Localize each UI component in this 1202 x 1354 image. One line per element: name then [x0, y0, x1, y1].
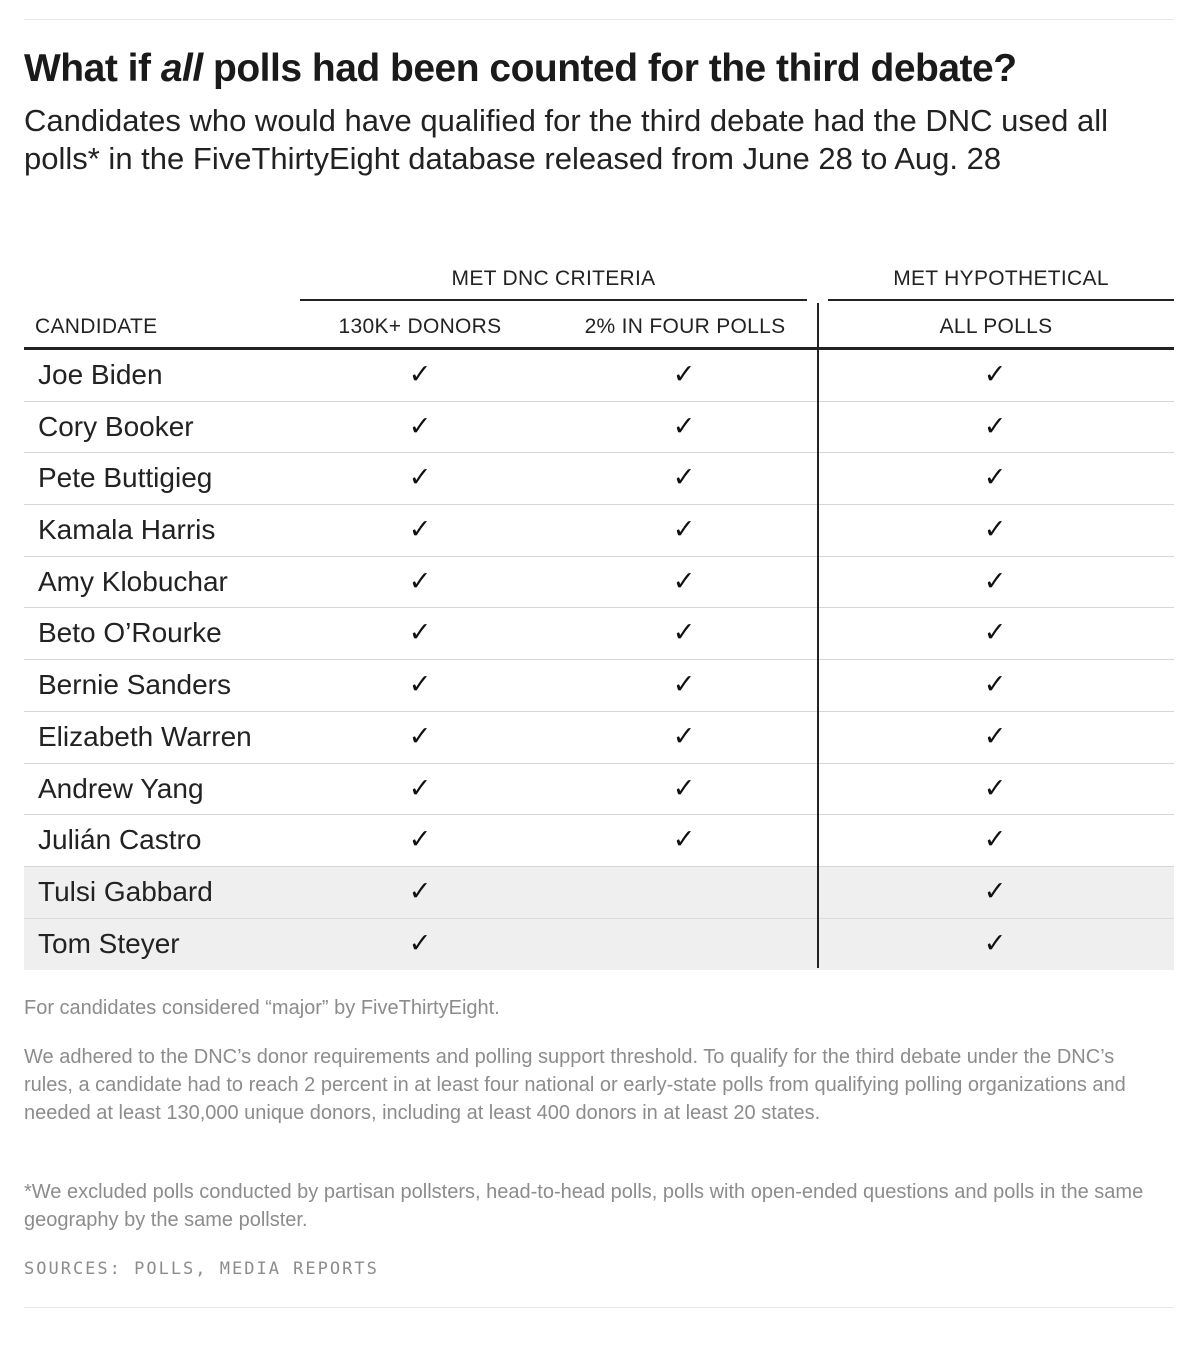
table-row	[24, 815, 1174, 867]
table-row	[24, 608, 1174, 660]
all-polls-check-icon: ✓	[983, 875, 1007, 907]
candidate-name: Andrew Yang	[38, 772, 204, 804]
group-header-dnc-criteria: MET DNC CRITERIA	[451, 267, 656, 290]
donors-check-icon: ✓	[408, 514, 432, 546]
table-row	[24, 712, 1174, 764]
four-polls-check-icon: ✓	[672, 462, 696, 494]
candidate-table-body	[24, 350, 1174, 970]
column-divider	[817, 303, 819, 968]
candidate-name: Julián Castro	[38, 824, 202, 856]
all-polls-check-icon: ✓	[983, 410, 1007, 442]
table-row	[24, 660, 1174, 712]
all-polls-check-icon: ✓	[983, 824, 1007, 856]
column-header-four-polls: 2% IN FOUR POLLS	[584, 315, 786, 338]
donors-check-icon: ✓	[408, 772, 432, 804]
donors-check-icon: ✓	[408, 359, 432, 390]
group-underline-dnc-criteria	[300, 299, 807, 301]
table-row	[24, 505, 1174, 557]
donors-check-icon: ✓	[408, 669, 432, 701]
table-row	[24, 557, 1174, 609]
donors-check-icon: ✓	[408, 824, 432, 856]
group-underline-hypothetical	[828, 299, 1174, 301]
all-polls-check-icon: ✓	[983, 462, 1007, 494]
candidate-name: Tom Steyer	[38, 927, 180, 959]
column-header-all-polls: ALL POLLS	[939, 315, 1053, 338]
all-polls-check-icon: ✓	[983, 669, 1007, 701]
all-polls-check-icon: ✓	[983, 720, 1007, 752]
candidate-name: Beto O’Rourke	[38, 617, 222, 649]
table-row	[24, 453, 1174, 505]
candidate-name: Amy Klobuchar	[38, 565, 228, 597]
all-polls-check-icon: ✓	[983, 565, 1007, 597]
donors-check-icon: ✓	[408, 720, 432, 752]
four-polls-check-icon: ✓	[672, 824, 696, 856]
title-emphasis: all	[160, 47, 203, 90]
four-polls-check-icon: ✓	[672, 669, 696, 701]
all-polls-check-icon: ✓	[983, 927, 1007, 959]
all-polls-check-icon: ✓	[983, 359, 1007, 390]
candidate-name: Tulsi Gabbard	[38, 875, 213, 907]
all-polls-check-icon: ✓	[983, 617, 1007, 649]
column-header-candidate: CANDIDATE	[35, 315, 158, 338]
donors-check-icon: ✓	[408, 410, 432, 442]
title-text-end: polls had been counted for the third debate?	[202, 47, 1017, 90]
donors-check-icon: ✓	[408, 462, 432, 494]
four-polls-check-icon: ✓	[672, 514, 696, 546]
footnote-dnc-rules: We adhered to the DNC’s donor requirements and polling support threshold. To qualify for the third debate under the DNC’s rules, a candidate had to reach 2 percent in at least four national or early-state polls from qualifying polling organizations and needed at least 130,000 unique donors, including at least 400 donors in at least 20 states.	[24, 1046, 1126, 1124]
four-polls-check-icon: ✓	[672, 617, 696, 649]
chart-title	[24, 46, 1017, 92]
footnote-major-candidates: For candidates considered “major” by FiveThirtyEight.	[24, 997, 500, 1019]
donors-check-icon: ✓	[408, 927, 432, 959]
title-text-start: What if	[24, 47, 161, 90]
candidate-name: Cory Booker	[38, 410, 194, 442]
donors-check-icon: ✓	[408, 565, 432, 597]
table-row	[24, 402, 1174, 454]
table-row	[24, 764, 1174, 816]
column-header-donors: 130K+ DONORS	[338, 315, 502, 338]
donors-check-icon: ✓	[408, 875, 432, 907]
candidate-name: Joe Biden	[38, 359, 163, 390]
all-polls-check-icon: ✓	[983, 514, 1007, 546]
candidate-name: Kamala Harris	[38, 514, 216, 546]
table-row	[24, 919, 1174, 971]
top-rule	[24, 19, 1174, 20]
table-row	[24, 350, 1174, 402]
sources-line: SOURCES: POLLS, MEDIA REPORTS	[24, 1259, 379, 1279]
candidate-name: Elizabeth Warren	[38, 720, 252, 752]
footnote-excluded-polls: *We excluded polls conducted by partisan pollsters, head-to-head polls, polls with open-ended questions and polls in the same geography by the same pollster.	[24, 1181, 1144, 1231]
four-polls-check-icon: ✓	[672, 410, 696, 442]
four-polls-check-icon: ✓	[672, 720, 696, 752]
candidate-name: Bernie Sanders	[38, 669, 232, 701]
four-polls-check-icon: ✓	[672, 772, 696, 804]
table-row	[24, 867, 1174, 919]
donors-check-icon: ✓	[408, 617, 432, 649]
group-header-hypothetical: MET HYPOTHETICAL	[893, 267, 1109, 290]
four-polls-check-icon: ✓	[672, 359, 696, 390]
chart-subtitle: Candidates who would have qualified for the third debate had the DNC used all polls* in the FiveThirtyEight database released from June 28 to Aug. 28	[24, 103, 1108, 176]
four-polls-check-icon: ✓	[672, 565, 696, 597]
candidate-name: Pete Buttigieg	[38, 462, 213, 494]
all-polls-check-icon: ✓	[983, 772, 1007, 804]
bottom-rule	[24, 1307, 1174, 1308]
